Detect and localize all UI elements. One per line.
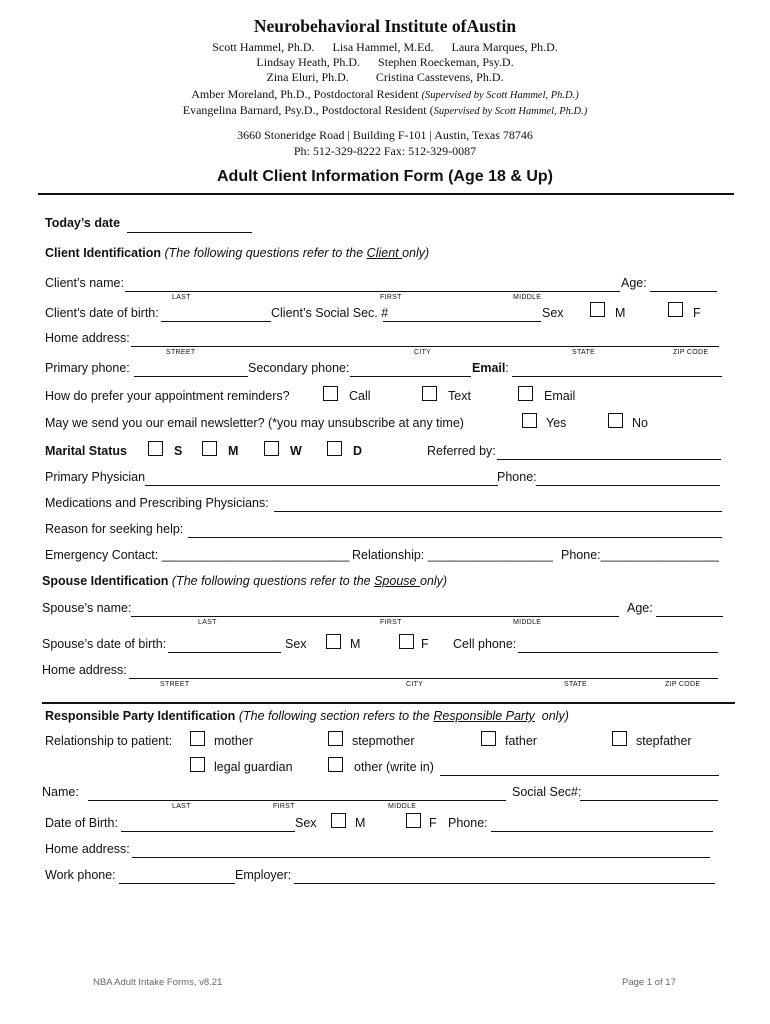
sub-label-last: LAST	[198, 619, 217, 626]
spouse-age-label: Age:	[627, 601, 653, 615]
marital-m-checkbox[interactable]	[202, 441, 217, 456]
responsible-ssn-field[interactable]	[580, 800, 718, 801]
reminder-email-label: Email	[544, 389, 576, 403]
sub-label-middle: MIDDLE	[388, 803, 417, 810]
marital-status-label: Marital Status	[45, 444, 127, 458]
sub-label-city: CITY	[406, 681, 424, 688]
work-phone-label: Work phone:	[45, 868, 116, 882]
relationship-to-patient-label: Relationship to patient:	[45, 734, 173, 748]
marital-m-label: M	[228, 444, 239, 458]
newsletter-no-label: No	[632, 416, 648, 430]
rel-stepfather-label: stepfather	[636, 734, 692, 748]
sex-f-label: F	[693, 306, 701, 320]
reminder-text-label: Text	[448, 389, 471, 403]
work-phone-field[interactable]	[119, 883, 235, 884]
primary-physician-field[interactable]	[145, 485, 498, 486]
email-label-text: Email	[472, 361, 506, 375]
rel-other-field[interactable]	[440, 775, 719, 776]
sub-label-middle: MIDDLE	[513, 619, 542, 626]
sub-label-street: STREET	[166, 349, 196, 356]
spouse-cell-label: Cell phone:	[453, 637, 517, 651]
responsible-phone-label: Phone:	[448, 816, 488, 830]
home-address-label: Home address:	[45, 331, 130, 345]
section-note: (The following questions refer to the	[164, 246, 367, 260]
sub-label-zip: ZIP CODE	[665, 681, 701, 688]
spouse-cell-field[interactable]	[518, 652, 718, 653]
section-title: Spouse Identification	[42, 574, 169, 588]
staff-line	[0, 103, 770, 118]
email-label-colon: :	[505, 361, 509, 375]
physician-phone-field[interactable]	[536, 485, 720, 486]
marital-w-label: W	[290, 444, 302, 458]
rel-guardian-label: legal guardian	[214, 760, 293, 774]
section-note-key: Responsible Party	[433, 709, 535, 723]
primary-phone-label: Primary phone:	[45, 361, 130, 375]
marital-s-label: S	[174, 444, 183, 458]
rel-stepmother-checkbox[interactable]	[328, 731, 343, 746]
section-note: (The following questions refer to the	[171, 574, 375, 588]
sex-f-checkbox[interactable]	[668, 302, 683, 317]
responsible-dob-label: Date of Birth:	[45, 816, 118, 830]
responsible-sex-f-label: F	[429, 816, 437, 830]
sub-label-first: FIRST	[380, 619, 402, 626]
phones: Ph: 512-329-8222 Fax: 512-329-0087	[293, 144, 477, 158]
reminder-call-checkbox[interactable]	[323, 386, 338, 401]
staff-name: Amber Moreland, Ph.D., Postdoctoral Resident	[191, 87, 422, 101]
sub-label-state: STATE	[564, 681, 588, 688]
medications-label: Medications and Prescribing Physicians:	[45, 496, 269, 510]
marital-s-checkbox[interactable]	[148, 441, 163, 456]
marital-d-checkbox[interactable]	[327, 441, 342, 456]
client-ssn-label: Client’s Social Sec. #	[271, 306, 389, 320]
client-name-field[interactable]	[125, 291, 620, 292]
responsible-sex-label: Sex	[295, 816, 317, 830]
sub-label-middle: MIDDLE	[513, 294, 542, 301]
sex-m-label: M	[615, 306, 626, 320]
spouse-home-field[interactable]	[129, 678, 718, 679]
newsletter-yes-checkbox[interactable]	[522, 413, 537, 428]
spouse-name-field[interactable]	[131, 616, 619, 617]
spouse-sex-m-label: M	[350, 637, 361, 651]
spouse-sex-label: Sex	[285, 637, 307, 651]
address: 3660 Stoneridge Road | Building F-101 | Austin, Texas 78746	[237, 128, 533, 142]
supervision-note: Supervised by Scott Hammel, Ph.D.)	[433, 106, 588, 117]
section-note: only)	[402, 246, 430, 260]
reminders-label: How do prefer your appointment reminders?	[45, 389, 290, 403]
home-address-field[interactable]	[131, 346, 719, 347]
spouse-sex-m-checkbox[interactable]	[326, 634, 341, 649]
client-ssn-field[interactable]	[383, 321, 541, 322]
reason-label: Reason for seeking help:	[45, 522, 184, 536]
referred-by-label: Referred by:	[427, 444, 496, 458]
rel-father-checkbox[interactable]	[481, 731, 496, 746]
reminder-text-checkbox[interactable]	[422, 386, 437, 401]
footer-form-id: NBA Adult Intake Forms, v8.21	[93, 977, 223, 988]
section-note-key: Spouse	[374, 574, 420, 588]
spouse-sex-f-label: F	[421, 637, 429, 651]
reason-field[interactable]	[188, 537, 722, 538]
sub-label-first: FIRST	[380, 294, 402, 301]
spouse-dob-label: Spouse’s date of birth:	[42, 637, 167, 651]
rel-stepfather-checkbox[interactable]	[612, 731, 627, 746]
sex-m-checkbox[interactable]	[590, 302, 605, 317]
rel-other-label: other (write in)	[354, 760, 434, 774]
employer-label: Employer:	[235, 868, 292, 882]
client-name-label: Client’s name:	[45, 276, 124, 290]
supervision-note: (Supervised by Scott Hammel, Ph.D.)	[421, 90, 579, 101]
client-age-label: Age:	[621, 276, 647, 290]
newsletter-no-checkbox[interactable]	[608, 413, 623, 428]
form-title: Adult Client Information Form (Age 18 & Up)	[217, 168, 553, 185]
responsible-sex-m-label: M	[355, 816, 366, 830]
sub-label-city: CITY	[414, 349, 432, 356]
section-note: only)	[419, 574, 448, 588]
responsible-home-field[interactable]	[132, 857, 710, 858]
staff-line: Lindsay Heath, Ph.D. Stephen Roeckeman, Psy.D.	[256, 55, 514, 69]
section-note: (The following section refers to the	[238, 709, 434, 723]
responsible-sex-f-checkbox[interactable]	[406, 813, 421, 828]
spouse-sex-f-checkbox[interactable]	[399, 634, 414, 649]
title-rule	[38, 193, 734, 195]
sex-label: Sex	[542, 306, 564, 320]
secondary-phone-field[interactable]	[350, 376, 471, 377]
section-title: Responsible Party Identification	[45, 709, 236, 723]
email-field[interactable]	[512, 376, 722, 377]
reminder-call-label: Call	[349, 389, 371, 403]
staff-line: Scott Hammel, Ph.D. Lisa Hammel, M.Ed. Laura Marques, Ph.D.	[212, 40, 558, 54]
sub-label-last: LAST	[172, 803, 191, 810]
primary-phone-field[interactable]	[134, 376, 248, 377]
email-label	[472, 361, 509, 375]
client-age-field[interactable]	[650, 291, 717, 292]
responsible-phone-field[interactable]	[491, 831, 713, 832]
referred-by-field[interactable]	[497, 459, 721, 460]
today-field[interactable]	[127, 232, 252, 233]
sub-label-last: LAST	[172, 294, 191, 301]
section-note-key: Client	[366, 246, 403, 260]
employer-field[interactable]	[294, 883, 715, 884]
responsible-dob-field[interactable]	[121, 831, 295, 832]
spouse-section-heading	[42, 574, 447, 588]
rel-stepmother-label: stepmother	[352, 734, 415, 748]
medications-field[interactable]	[274, 511, 722, 512]
responsible-name-label: Name:	[42, 785, 79, 799]
footer-page-number: Page 1 of 17	[622, 977, 676, 988]
rel-other-checkbox[interactable]	[328, 757, 343, 772]
client-section-heading	[45, 246, 429, 260]
spouse-name-label: Spouse’s name:	[42, 601, 132, 615]
rel-mother-checkbox[interactable]	[190, 731, 205, 746]
rel-guardian-checkbox[interactable]	[190, 757, 205, 772]
marital-d-label: D	[353, 444, 363, 458]
sub-label-first: FIRST	[273, 803, 295, 810]
responsible-name-field[interactable]	[88, 800, 506, 801]
sub-label-street: STREET	[160, 681, 190, 688]
rel-mother-label: mother	[214, 734, 253, 748]
sub-label-zip: ZIP CODE	[673, 349, 709, 356]
spouse-home-label: Home address:	[42, 663, 127, 677]
physician-phone-label: Phone:	[497, 470, 537, 484]
section-title: Client Identification	[45, 246, 161, 260]
emergency-phone-label: Phone:_________________	[561, 548, 719, 562]
org-name: Neurobehavioral Institute ofAustin	[253, 16, 517, 36]
newsletter-yes-label: Yes	[546, 416, 567, 430]
responsible-ssn-label: Social Sec#:	[512, 785, 582, 799]
today-label: Today’s date	[45, 216, 121, 230]
emergency-contact-label: Emergency Contact: ___________________________	[45, 548, 350, 562]
primary-physician-label: Primary Physician	[45, 470, 146, 484]
client-dob-label: Client’s date of birth:	[45, 306, 159, 320]
marital-w-checkbox[interactable]	[264, 441, 279, 456]
newsletter-label: May we send you our email newsletter? (*you may unsubscribe at any time)	[45, 416, 464, 430]
section-note: only)	[534, 709, 569, 723]
staff-line: Zina Eluri, Ph.D. Cristina Casstevens, Ph.D.	[266, 70, 504, 84]
staff-name: Evangelina Barnard, Psy.D., Postdoctoral Resident (	[182, 103, 434, 117]
responsible-section-heading	[45, 709, 569, 723]
responsible-sex-m-checkbox[interactable]	[331, 813, 346, 828]
spouse-age-field[interactable]	[656, 616, 723, 617]
secondary-phone-label: Secondary phone:	[248, 361, 350, 375]
staff-line	[0, 87, 770, 102]
reminder-email-checkbox[interactable]	[518, 386, 533, 401]
section-rule	[42, 702, 735, 704]
responsible-home-label: Home address:	[45, 842, 130, 856]
spouse-dob-field[interactable]	[168, 652, 281, 653]
emergency-relationship-label: Relationship: __________________	[352, 548, 553, 562]
rel-father-label: father	[505, 734, 537, 748]
sub-label-state: STATE	[572, 349, 596, 356]
client-dob-field[interactable]	[161, 321, 271, 322]
